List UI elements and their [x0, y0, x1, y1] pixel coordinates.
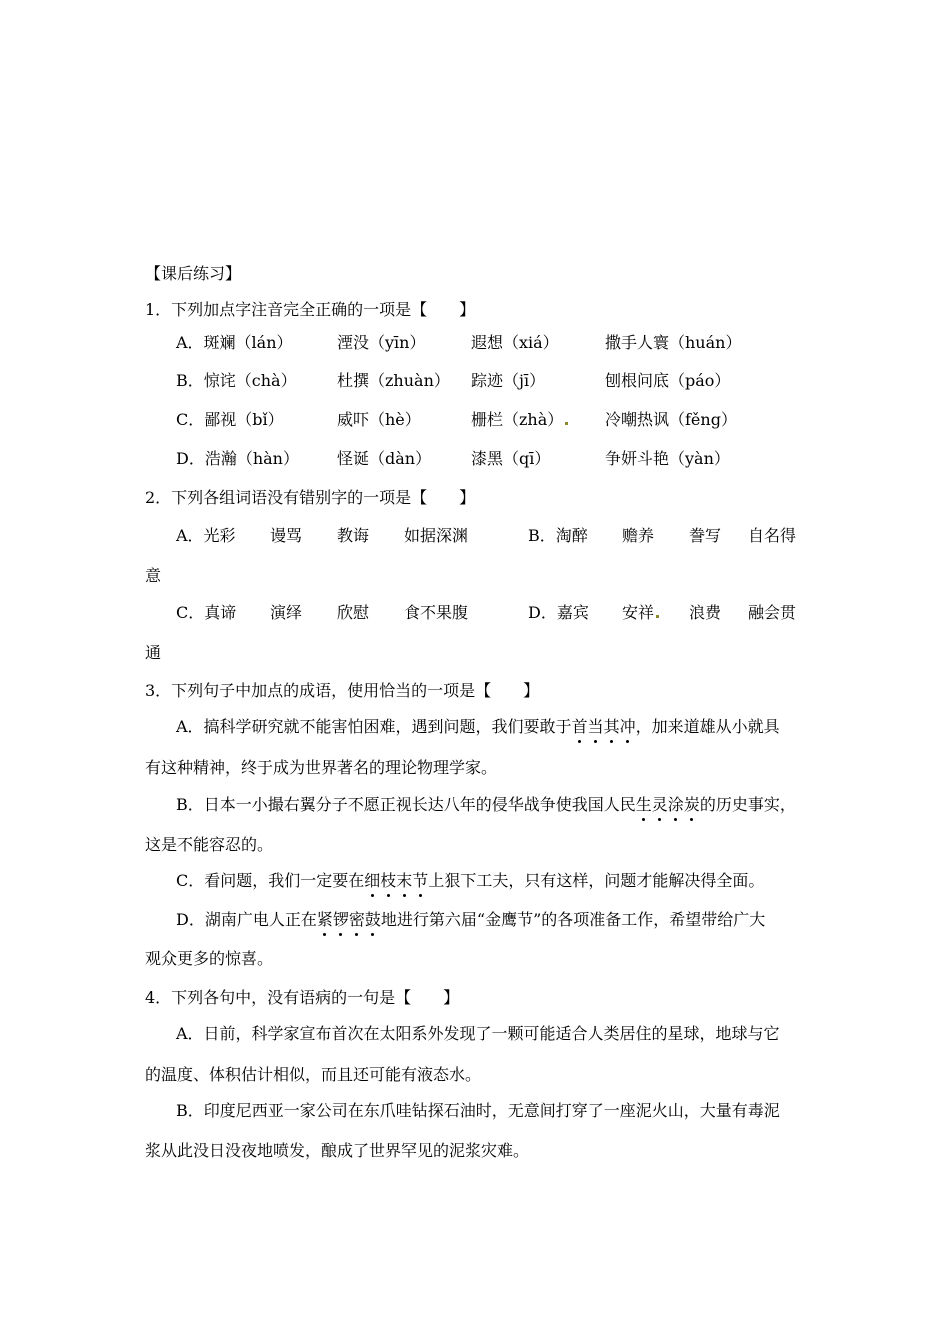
q2-row-1-wrap: 意 [145, 566, 162, 585]
q3-option-d-line1 [176, 910, 765, 930]
q2-r1-7: 誊写 [689, 526, 722, 545]
q2-r2-7: 浪费 [689, 603, 722, 622]
q4-option-b-line1: B．印度尼西亚一家公司在东爪哇钻探石油时，无意间打穿了一座泥火山，大量有毒泥 [176, 1101, 780, 1120]
q3-option-a-line1 [176, 717, 780, 737]
emphasis-char: 其 [603, 717, 620, 736]
emphasis-char: 紧 [316, 910, 333, 929]
q1-d-4: 争妍斗艳（yàn） [605, 449, 730, 468]
q3-option-b-line2: 这是不能容忍的。 [145, 835, 274, 854]
q4-option-a-line2: 的温度、体积估计相似，而且还可能有液态水。 [145, 1065, 482, 1084]
q3-d-idiom [317, 910, 381, 929]
q4-option-a-line1: A．日前，科学家宣布首次在太阳系外发现了一颗可能适合人类居住的星球，地球与它 [176, 1024, 780, 1043]
q3-c-idiom [364, 871, 428, 890]
q2-r2-6 [622, 603, 659, 623]
section-title: 【课后练习】 [145, 264, 242, 283]
question-4-stem: 4．下列各句中，没有语病的一句是【 】 [145, 988, 460, 1007]
q3-option-b-line1 [176, 795, 796, 815]
emphasis-char: 灵 [651, 795, 668, 814]
q1-c-2: 威吓（hè） [337, 410, 421, 429]
q2-r2-8: 融会贯 [748, 603, 797, 622]
emphasis-char: 末 [396, 871, 413, 890]
q1-c-3-text: 栅栏（zhà） [471, 410, 564, 429]
q1-c-4: 冷嘲热讽（fěng） [605, 410, 737, 429]
q1-a-2: 湮没（yīn） [337, 333, 426, 352]
emphasis-char: 生 [635, 795, 652, 814]
q1-b-2: 杜撰（zhuàn） [337, 371, 450, 390]
q1-a-3: 遐想（xiá） [471, 333, 559, 352]
q3-c-post: 上狠下工夫，只有这样，问题才能解决得全面。 [428, 871, 765, 890]
q4-option-b-line2: 浆从此没日没夜地喷发，酿成了世界罕见的泥浆灾难。 [145, 1141, 530, 1160]
question-2-stem: 2．下列各组词语没有错别字的一项是【 】 [145, 488, 476, 507]
q1-b-3: 踪迹（jī） [471, 371, 546, 390]
q2-r2-2: 演绎 [270, 603, 303, 622]
q1-a-1: A．斑斓（lán） [176, 333, 293, 352]
emphasis-char: 当 [587, 717, 604, 736]
q3-a-pre: A．搞科学研究就不能害怕困难，遇到问题，我们要敢于 [176, 717, 572, 736]
q3-c-pre: C．看问题，我们一定要在 [176, 871, 365, 890]
q2-r1-1: A．光彩 [176, 526, 236, 545]
q1-b-4: 刨根问底（páo） [605, 371, 731, 390]
question-3-stem: 3．下列句子中加点的成语，使用恰当的一项是【 】 [145, 681, 540, 700]
emphasis-char: 节 [412, 871, 429, 890]
q2-r1-8: 自名得 [748, 526, 797, 545]
q1-a-4: 撒手人寰（huán） [605, 333, 742, 352]
q2-r1-3: 教诲 [337, 526, 370, 545]
emphasis-char: 冲 [619, 717, 636, 736]
stray-mark [656, 615, 659, 618]
q3-a-idiom [572, 717, 636, 736]
q2-r2-5: D．嘉宾 [528, 603, 589, 622]
q3-option-c [176, 871, 764, 891]
q2-r1-4: 如据深渊 [404, 526, 469, 545]
q1-b-1: B．惊诧（chà） [176, 371, 297, 390]
q1-c-1: C．鄙视（bǐ） [176, 410, 284, 429]
q3-b-post: 的历史事实， [699, 795, 796, 814]
q3-b-idiom [636, 795, 700, 814]
q2-row-2-wrap: 通 [145, 643, 162, 662]
emphasis-char: 炭 [683, 795, 700, 814]
q2-r1-2: 谩骂 [270, 526, 303, 545]
emphasis-char: 锣 [332, 910, 349, 929]
q3-d-post: 地进行第六届“金鹰节”的各项准备工作，希望带给广大 [380, 910, 766, 929]
q1-d-3: 漆黑（qī） [471, 449, 551, 468]
emphasis-char: 鼓 [364, 910, 381, 929]
emphasis-char: 枝 [380, 871, 397, 890]
q2-r2-4: 食不果腹 [404, 603, 469, 622]
q1-d-2: 怪诞（dàn） [337, 449, 432, 468]
q2-r2-1: C．真谛 [176, 603, 237, 622]
q1-c-3 [471, 410, 568, 430]
emphasis-char: 首 [571, 717, 588, 736]
q3-option-d-line2: 观众更多的惊喜。 [145, 949, 274, 968]
q2-r2-6-text: 安祥 [622, 603, 655, 622]
q2-r2-3: 欣慰 [337, 603, 370, 622]
q3-a-post: ，加来道雄从小就具 [635, 717, 780, 736]
q3-d-pre: D．湖南广电人正在 [176, 910, 317, 929]
q3-b-pre: B．日本一小撮右翼分子不愿正视长达八年的侵华战争使我国人民 [176, 795, 636, 814]
emphasis-char: 细 [364, 871, 381, 890]
emphasis-char: 涂 [667, 795, 684, 814]
emphasis-char: 密 [348, 910, 365, 929]
stray-mark [565, 422, 568, 425]
q2-r1-6: 赡养 [622, 526, 655, 545]
question-1-stem: 1．下列加点字注音完全正确的一项是【 】 [145, 300, 476, 319]
q1-d-1: D．浩瀚（hàn） [176, 449, 299, 468]
q2-r1-5: B．淘醉 [528, 526, 588, 545]
q3-option-a-line2: 有这种精神，终于成为世界著名的理论物理学家。 [145, 758, 498, 777]
